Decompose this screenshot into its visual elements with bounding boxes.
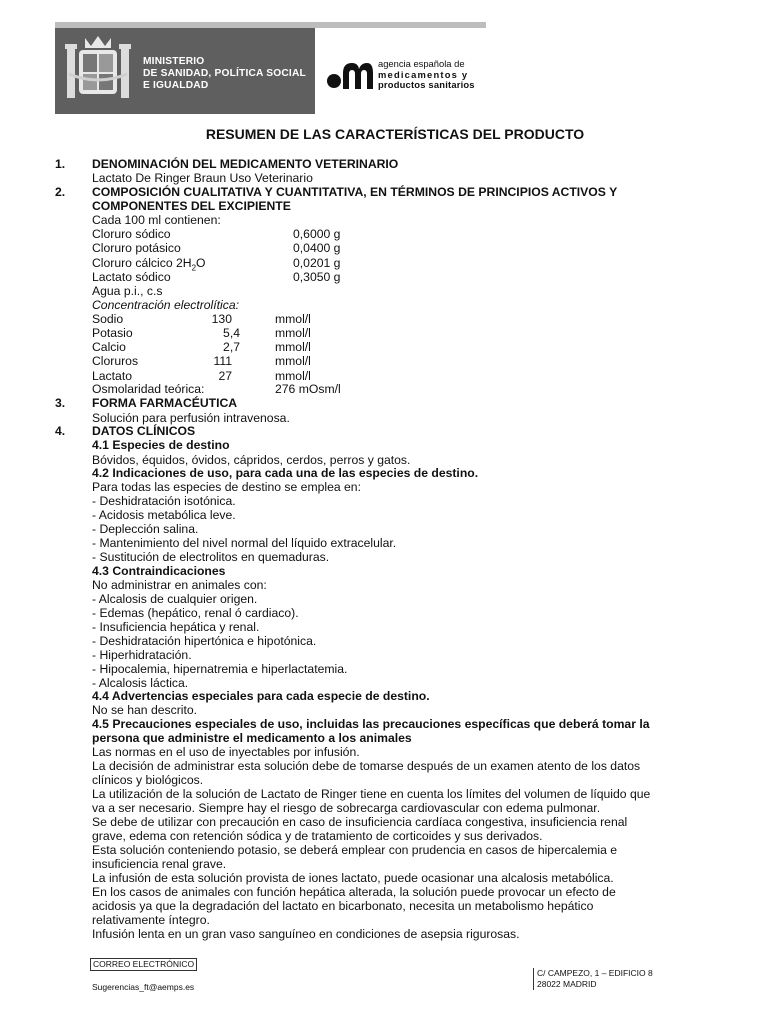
paragraph-line: La decisión de administrar esta solución debe de tomarse después de un examen atento de los datos: [92, 759, 641, 773]
list-item: - Deshidratación isotónica.: [92, 494, 236, 508]
osmolarity-label: Osmolaridad teórica:: [92, 382, 205, 396]
footer-email[interactable]: Sugerencias_ft@aemps.es: [92, 982, 195, 992]
footer-address: C/ CAMPEZO, 1 – EDIFICIO 8 28022 MADRID: [533, 968, 653, 990]
paragraph-line: La utilización de la solución de Lactato de Ringer tiene en cuenta los límites del volumen de líquido que: [92, 787, 651, 801]
pharma-form-text: Solución para perfusión intravenosa.: [92, 411, 290, 425]
composition-intro: Cada 100 ml contienen:: [92, 213, 221, 227]
list-item: - Insuficiencia hepática y renal.: [92, 620, 260, 634]
subsection-heading: 4.4 Advertencias especiales para cada especie de destino.: [92, 689, 430, 703]
electrolyte-unit: mmol/l: [275, 312, 311, 326]
component-name: Cloruro cálcico $2H_2O$: [92, 256, 206, 273]
component-amount: 0,0400 g: [293, 241, 341, 255]
product-name: Lactato De Ringer Braun Uso Veterinario: [92, 171, 313, 185]
paragraph: Infusión lenta en un gran vaso sanguíneo en condiciones de asepsia rigurosas.: [92, 927, 520, 941]
header-strip: [55, 22, 486, 28]
section-heading: DATOS CLÍNICOS: [92, 424, 196, 438]
electrolyte-name: Potasio: [92, 326, 133, 340]
footer-email-label: CORREO ELECTRÓNICO: [90, 958, 197, 971]
subsection-heading: 4.1 Especies de destino: [92, 438, 230, 452]
paragraph-line: acidosis ya que la degradación del lactato en bicarbonato, necesita un metabolismo hepático: [92, 899, 594, 913]
electrolyte-value: 27: [218, 369, 232, 383]
electrolyte-value: 2,7: [223, 340, 240, 354]
section-heading: FORMA FARMACÉUTICA: [92, 396, 238, 410]
paragraph-line: grave, edema con retención sódica y de tratamiento de corticoides y sus derivados.: [92, 829, 543, 843]
paragraph-line: Esta solución conteniendo potasio, se deberá emplear con prudencia en casos de hipercalemia e: [92, 843, 618, 857]
paragraph-line: En los casos de animales con función hepática alterada, la solución puede provocar un efecto de: [92, 885, 616, 899]
list-item: - Sustitución de electrolitos en quemaduras.: [92, 550, 330, 564]
electrolyte-unit: mmol/l: [275, 340, 311, 354]
paragraph-line: Se debe de utilizar con precaución en caso de insuficiencia cardíaca congestiva, insuficiencia renal: [92, 815, 628, 829]
section-heading: COMPOSICIÓN CUALITATIVA Y CUANTITATIVA, EN TÉRMINOS DE PRINCIPIOS ACTIVOS Y: [92, 185, 618, 199]
page-title: RESUMEN DE LAS CARACTERÍSTICAS DEL PRODUCTO: [205, 126, 585, 142]
ministry-name: MINISTERIO DE SANIDAD, POLÍTICA SOCIAL E IGUALDAD: [143, 56, 306, 91]
electrolyte-value: 5,4: [223, 326, 240, 340]
electrolyte-unit: mmol/l: [275, 354, 311, 368]
component-name: Lactato sódico: [92, 270, 171, 284]
list-item: - Hipocalemia, hipernatremia e hiperlactatemia.: [92, 662, 348, 676]
coat-of-arms-icon: [65, 34, 131, 106]
section-heading: DENOMINACIÓN DEL MEDICAMENTO VETERINARIO: [92, 157, 399, 171]
component-amount: 0,0201 g: [293, 256, 341, 270]
ministry-banner: [55, 22, 315, 114]
electrolyte-name: Lactato: [92, 369, 132, 383]
component-amount: 0,3050 g: [293, 270, 341, 284]
electrolyte-value: 130: [211, 312, 232, 326]
subsection-heading-cont: persona que administre el medicamento a los animales: [92, 731, 412, 745]
electrolyte-name: Cloruros: [92, 354, 139, 368]
warnings-text: No se han descrito.: [92, 703, 198, 717]
contraindications-intro: No administrar en animales con:: [92, 578, 267, 592]
electrolyte-unit: mmol/l: [275, 326, 311, 340]
electrolyte-name: Calcio: [92, 340, 126, 354]
electrolyte-name: Sodio: [92, 312, 124, 326]
section-number: 2.: [55, 185, 66, 199]
list-item: - Alcalosis de cualquier origen.: [92, 592, 258, 606]
section-number: 4.: [55, 424, 66, 438]
list-item: - Deplección salina.: [92, 522, 199, 536]
component-amount: 0,6000 g: [293, 227, 341, 241]
list-item: - Alcalosis láctica.: [92, 676, 189, 690]
subsection-heading: 4.3 Contraindicaciones: [92, 564, 226, 578]
subsection-heading: 4.2 Indicaciones de uso, para cada una de las especies de destino.: [92, 466, 479, 480]
list-item: - Acidosis metabólica leve.: [92, 508, 236, 522]
agency-name: agencia española de medicamentos y productos sanitarios: [378, 58, 475, 90]
osmolarity-value: 276 mOsm/l: [275, 382, 341, 396]
list-item: - Deshidratación hipertónica e hipotónica.: [92, 634, 317, 648]
agency-banner: [315, 22, 486, 115]
section-number: 3.: [55, 396, 66, 410]
aemps-logo-icon: [326, 59, 374, 91]
electrolyte-unit: mmol/l: [275, 369, 311, 383]
component-name: Cloruro potásico: [92, 241, 181, 255]
component-name: Cloruro sódico: [92, 227, 171, 241]
electrolyte-value: 111: [213, 354, 232, 368]
indications-intro: Para todas las especies de destino se emplea en:: [92, 480, 361, 494]
list-item: - Mantenimiento del nivel normal del líquido extracelular.: [92, 536, 397, 550]
paragraph-line: va a ser necesario. Siempre hay el riesgo de sobrecarga cardiovascular con edema pulmonar.: [92, 801, 601, 815]
paragraph-line: relativamente íntegro.: [92, 913, 210, 927]
species-text: Bóvidos, équidos, óvidos, cápridos, cerdos, perros y gatos.: [92, 453, 411, 467]
paragraph: Las normas en el uso de inyectables por infusión.: [92, 745, 360, 759]
paragraph-line: insuficiencia renal grave.: [92, 857, 227, 871]
list-item: - Hiperhidratación.: [92, 648, 192, 662]
electrolyte-label: Concentración electrolítica:: [92, 298, 239, 312]
list-item: - Edemas (hepático, renal ó cardiaco).: [92, 606, 299, 620]
paragraph: La infusión de esta solución provista de iones lactato, puede ocasionar una alcalosis metabólica.: [92, 871, 614, 885]
section-number: 1.: [55, 157, 66, 171]
section-heading-cont: COMPONENTES DEL EXCIPIENTE: [92, 199, 291, 213]
paragraph-line: clínicos y biológicos.: [92, 773, 204, 787]
subsection-heading: 4.5 Precauciones especiales de uso, incluidas las precauciones específicas que deberá tomar la: [92, 717, 650, 731]
water-text: Agua p.i., c.s: [92, 284, 163, 298]
